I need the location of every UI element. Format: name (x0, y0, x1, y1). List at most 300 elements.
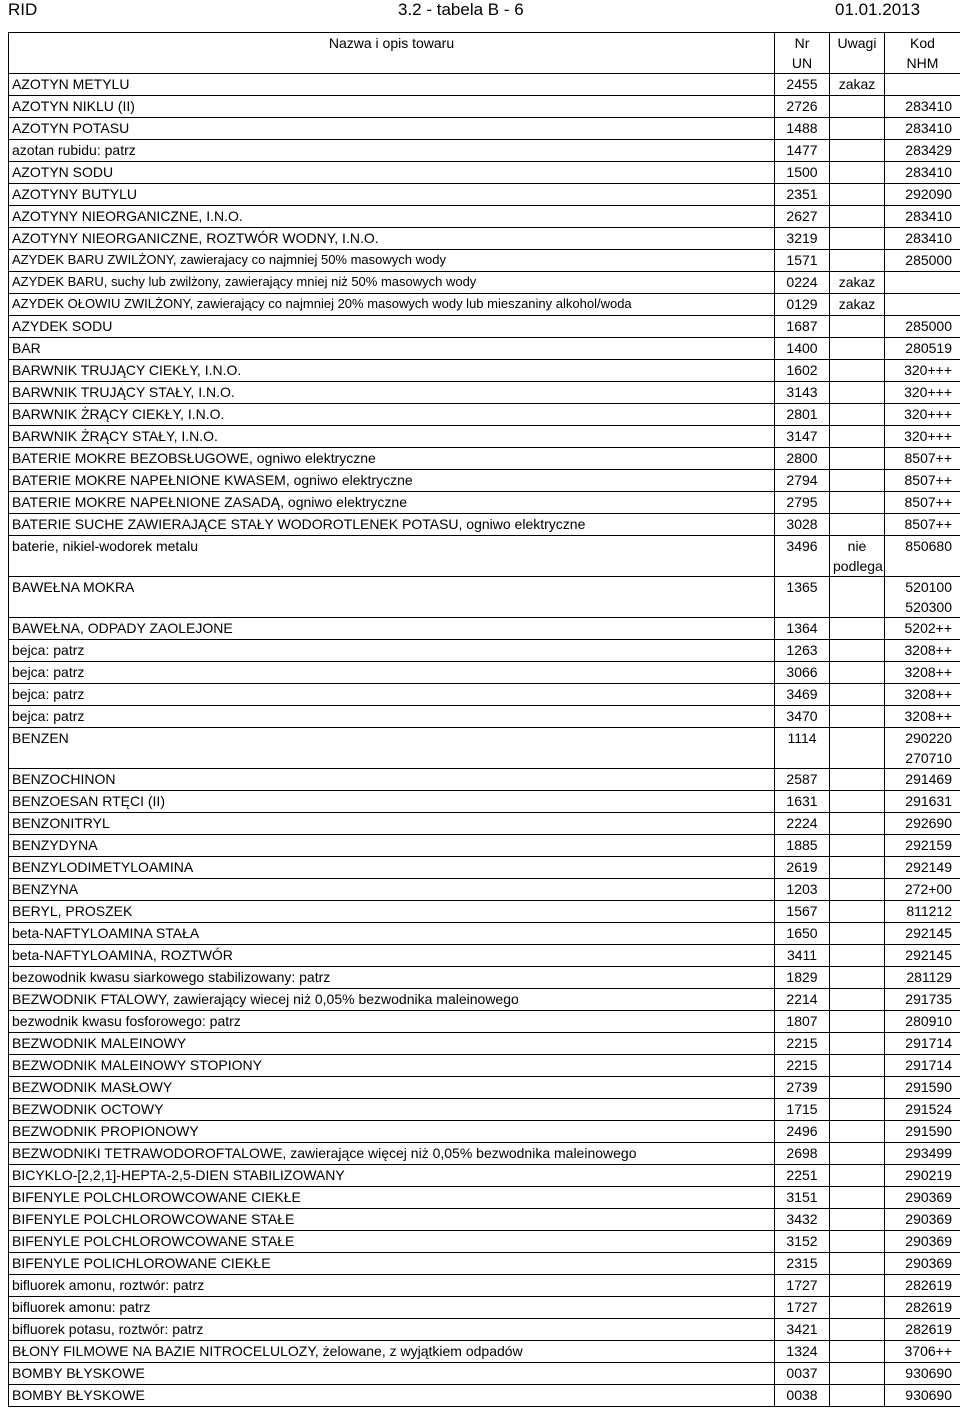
cell-nr: 3147 (775, 426, 830, 448)
cell-nr: 3143 (775, 382, 830, 404)
table-row (9, 272, 960, 294)
cell-kod: 280519 (885, 338, 960, 360)
cell-name: AZYDEK BARU, suchy lub zwilżony, zawierający mniej niż 50% masowych wody (9, 272, 775, 294)
table-row (9, 448, 960, 470)
cell-kod: 291714 (885, 1033, 960, 1055)
cell-name: BENZOESAN RTĘCI (II) (9, 791, 775, 813)
cell-uwagi (830, 404, 885, 426)
cell-kod: 283429 (885, 140, 960, 162)
table-row (9, 1187, 960, 1209)
cell-uwagi (830, 1275, 885, 1297)
table-row (9, 989, 960, 1011)
cell-kod: 290219 (885, 1165, 960, 1187)
table-row (9, 250, 960, 272)
cell-nr: 2215 (775, 1055, 830, 1077)
cell-uwagi (830, 835, 885, 857)
cell-kod: 283410 (885, 96, 960, 118)
cell-name: azotan rubidu: patrz (9, 140, 775, 162)
cell-uwagi (830, 618, 885, 640)
cell-nr: 0129 (775, 294, 830, 316)
cell-kod: 3706++ (885, 1341, 960, 1363)
table-row (9, 228, 960, 250)
cell-uwagi (830, 1319, 885, 1341)
table-row (9, 1011, 960, 1033)
cell-nr: 1488 (775, 118, 830, 140)
cell-name: bezwodnik kwasu fosforowego: patrz (9, 1011, 775, 1033)
cell-name: BATERIE MOKRE NAPEŁNIONE ZASADĄ, ogniwo elektryczne (9, 492, 775, 514)
cell-name: BIFENYLE POLCHLOROWCOWANE STAŁE (9, 1209, 775, 1231)
cell-name: bejca: patrz (9, 640, 775, 662)
table-row (9, 470, 960, 492)
table-row (9, 382, 960, 404)
cell-kod (885, 272, 960, 294)
cell-nr: 2739 (775, 1077, 830, 1099)
cell-name: bejca: patrz (9, 706, 775, 728)
table-row (9, 728, 960, 769)
cell-kod: 280910 (885, 1011, 960, 1033)
cell-kod: 320+++ (885, 382, 960, 404)
cell-uwagi (830, 769, 885, 791)
cell-name: BEZWODNIKI TETRAWODOROFTALOWE, zawierające więcej niż 0,05% bezwodnika maleinowego (9, 1143, 775, 1165)
cell-nr: 2251 (775, 1165, 830, 1187)
table-row (9, 316, 960, 338)
cell-kod: 285000 (885, 250, 960, 272)
cell-name: BENZYNA (9, 879, 775, 901)
cell-kod: 283410 (885, 206, 960, 228)
table-row (9, 706, 960, 728)
cell-uwagi (830, 1033, 885, 1055)
cell-nr: 3470 (775, 706, 830, 728)
cell-kod: 291524 (885, 1099, 960, 1121)
cell-kod: 292690 (885, 813, 960, 835)
header-title: 3.2 - tabela B - 6 (398, 0, 524, 19)
cell-kod (885, 294, 960, 316)
cell-uwagi (830, 316, 885, 338)
cell-nr: 1602 (775, 360, 830, 382)
cell-uwagi (830, 448, 885, 470)
cell-name: BARWNIK ŻRĄCY STAŁY, I.N.O. (9, 426, 775, 448)
table-row (9, 1253, 960, 1275)
column-header-kod: Kod NHM (885, 33, 960, 74)
table-row (9, 640, 960, 662)
cell-kod: 290369 (885, 1231, 960, 1253)
cell-nr: 2587 (775, 769, 830, 791)
table-row (9, 835, 960, 857)
cell-nr: 3496 (775, 536, 830, 577)
cell-uwagi (830, 1165, 885, 1187)
cell-uwagi (830, 640, 885, 662)
cell-name: bifluorek amonu, roztwór: patrz (9, 1275, 775, 1297)
cell-uwagi (830, 382, 885, 404)
cell-uwagi (830, 901, 885, 923)
cell-uwagi (830, 118, 885, 140)
cell-nr: 0038 (775, 1385, 830, 1407)
cell-name: AZOTYNY NIEORGANICZNE, ROZTWÓR WODNY, I.N.O. (9, 228, 775, 250)
cell-nr: 1631 (775, 791, 830, 813)
cell-nr: 2794 (775, 470, 830, 492)
cell-nr: 1571 (775, 250, 830, 272)
cell-kod (885, 74, 960, 96)
cell-name: beta-NAFTYLOAMINA, ROZTWÓR (9, 945, 775, 967)
table-row (9, 662, 960, 684)
table-row (9, 426, 960, 448)
table-header-row (9, 33, 960, 74)
table-row (9, 162, 960, 184)
cell-kod: 930690 (885, 1385, 960, 1407)
cell-uwagi (830, 96, 885, 118)
cell-name: BOMBY BŁYSKOWE (9, 1385, 775, 1407)
cell-kod: 3208++ (885, 684, 960, 706)
table-row (9, 901, 960, 923)
table-row (9, 1099, 960, 1121)
cell-kod: 930690 (885, 1363, 960, 1385)
cell-kod: 290369 (885, 1187, 960, 1209)
cell-nr: 3469 (775, 684, 830, 706)
cell-name: AZOTYN METYLU (9, 74, 775, 96)
cell-kod: 285000 (885, 316, 960, 338)
cell-uwagi (830, 879, 885, 901)
cell-name: AZOTYN POTASU (9, 118, 775, 140)
table-row (9, 118, 960, 140)
cell-nr: 1500 (775, 162, 830, 184)
cell-name: BOMBY BŁYSKOWE (9, 1363, 775, 1385)
cell-nr: 3028 (775, 514, 830, 536)
cell-kod: 291469 (885, 769, 960, 791)
table-row (9, 1385, 960, 1407)
cell-kod: 320+++ (885, 404, 960, 426)
table-row (9, 96, 960, 118)
table-row (9, 294, 960, 316)
cell-kod: 290220 270710 (885, 728, 960, 769)
cell-kod: 8507++ (885, 514, 960, 536)
cell-name: BENZYDYNA (9, 835, 775, 857)
cell-name: AZOTYN SODU (9, 162, 775, 184)
cell-name: BIFENYLE POLICHLOROWANE CIEKŁE (9, 1253, 775, 1275)
cell-nr: 2351 (775, 184, 830, 206)
table-row (9, 618, 960, 640)
cell-uwagi (830, 1121, 885, 1143)
cell-uwagi (830, 706, 885, 728)
cell-nr: 2800 (775, 448, 830, 470)
cell-uwagi: nie podlega (830, 536, 885, 577)
cell-kod: 272+00 (885, 879, 960, 901)
cell-uwagi (830, 162, 885, 184)
cell-name: AZOTYNY NIEORGANICZNE, I.N.O. (9, 206, 775, 228)
cell-kod: 291590 (885, 1121, 960, 1143)
cell-name: BEZWODNIK FTALOWY, zawierający wiecej niż 0,05% bezwodnika maleinowego (9, 989, 775, 1011)
cell-name: BŁONY FILMOWE NA BAZIE NITROCELULOZY, żelowane, z wyjątkiem odpadów (9, 1341, 775, 1363)
cell-uwagi (830, 1209, 885, 1231)
cell-uwagi (830, 813, 885, 835)
cell-name: BARWNIK TRUJĄCY CIEKŁY, I.N.O. (9, 360, 775, 382)
table-row (9, 184, 960, 206)
cell-uwagi: zakaz (830, 272, 885, 294)
cell-kod: 292145 (885, 923, 960, 945)
cell-kod: 8507++ (885, 448, 960, 470)
cell-uwagi (830, 662, 885, 684)
cell-nr: 3219 (775, 228, 830, 250)
cell-nr: 1203 (775, 879, 830, 901)
cell-kod: 3208++ (885, 662, 960, 684)
cell-nr: 2224 (775, 813, 830, 835)
cell-nr: 1400 (775, 338, 830, 360)
cell-nr: 2214 (775, 989, 830, 1011)
cell-kod: 291714 (885, 1055, 960, 1077)
cell-name: AZYDEK SODU (9, 316, 775, 338)
cell-nr: 1807 (775, 1011, 830, 1033)
cell-uwagi (830, 470, 885, 492)
cell-nr: 1829 (775, 967, 830, 989)
cell-kod: 281129 (885, 967, 960, 989)
cell-uwagi (830, 1011, 885, 1033)
table-row (9, 577, 960, 618)
cell-uwagi (830, 1143, 885, 1165)
cell-name: BARWNIK ŻRĄCY CIEKŁY, I.N.O. (9, 404, 775, 426)
cell-nr: 1885 (775, 835, 830, 857)
cell-uwagi (830, 945, 885, 967)
cell-name: BATERIE MOKRE BEZOBSŁUGOWE, ogniwo elektryczne (9, 448, 775, 470)
cell-nr: 2726 (775, 96, 830, 118)
cell-kod: 283410 (885, 118, 960, 140)
table-row (9, 360, 960, 382)
cell-uwagi (830, 228, 885, 250)
cell-name: bifluorek potasu, roztwór: patrz (9, 1319, 775, 1341)
cell-kod: 291590 (885, 1077, 960, 1099)
column-header-uwagi: Uwagi (830, 33, 885, 74)
cell-uwagi (830, 1099, 885, 1121)
table-row (9, 140, 960, 162)
cell-uwagi (830, 791, 885, 813)
table-row (9, 1341, 960, 1363)
cell-uwagi (830, 684, 885, 706)
table-row (9, 1319, 960, 1341)
table-row (9, 1275, 960, 1297)
cell-nr: 0224 (775, 272, 830, 294)
cell-uwagi (830, 923, 885, 945)
cell-nr: 2627 (775, 206, 830, 228)
table-row (9, 791, 960, 813)
cell-name: bezowodnik kwasu siarkowego stabilizowany: patrz (9, 967, 775, 989)
cell-name: BIFENYLE POLCHLOROWCOWANE STAŁE (9, 1231, 775, 1253)
cell-uwagi (830, 360, 885, 382)
cell-kod: 8507++ (885, 470, 960, 492)
cell-uwagi (830, 1363, 885, 1385)
table-row (9, 1121, 960, 1143)
cell-nr: 0037 (775, 1363, 830, 1385)
cell-uwagi (830, 1187, 885, 1209)
cell-kod: 292149 (885, 857, 960, 879)
cell-uwagi (830, 1297, 885, 1319)
table-row (9, 536, 960, 577)
cell-nr: 3151 (775, 1187, 830, 1209)
cell-kod: 282619 (885, 1319, 960, 1341)
cell-kod: 320+++ (885, 360, 960, 382)
cell-name: BAR (9, 338, 775, 360)
cell-uwagi (830, 728, 885, 769)
cell-name: AZYDEK OŁOWIU ZWILŻONY, zawierający co najmniej 20% masowych wody lub mieszaniny alkohol/woda (9, 294, 775, 316)
column-header-name: Nazwa i opis towaru (9, 33, 775, 74)
cell-nr: 1727 (775, 1275, 830, 1297)
column-header-nr: Nr UN (775, 33, 830, 74)
table-row (9, 74, 960, 96)
cell-uwagi (830, 1077, 885, 1099)
cell-nr: 2215 (775, 1033, 830, 1055)
cell-name: bifluorek amonu: patrz (9, 1297, 775, 1319)
cell-nr: 1567 (775, 901, 830, 923)
cell-uwagi (830, 184, 885, 206)
cell-nr: 2795 (775, 492, 830, 514)
cell-name: BEZWODNIK MALEINOWY STOPIONY (9, 1055, 775, 1077)
cell-nr: 3421 (775, 1319, 830, 1341)
cell-name: BENZEN (9, 728, 775, 769)
cell-name: BAWEŁNA MOKRA (9, 577, 775, 618)
cell-nr: 1727 (775, 1297, 830, 1319)
cell-uwagi (830, 140, 885, 162)
cell-kod: 811212 (885, 901, 960, 923)
table-row (9, 404, 960, 426)
cell-name: AZOTYNY BUTYLU (9, 184, 775, 206)
cell-nr: 2496 (775, 1121, 830, 1143)
cell-name: BENZOCHINON (9, 769, 775, 791)
cell-nr: 1715 (775, 1099, 830, 1121)
cell-name: BENZYLODIMETYLOAMINA (9, 857, 775, 879)
cell-name: beta-NAFTYLOAMINA STAŁA (9, 923, 775, 945)
table-row (9, 1055, 960, 1077)
cell-kod: 320+++ (885, 426, 960, 448)
table-row (9, 1077, 960, 1099)
cell-nr: 3152 (775, 1231, 830, 1253)
cell-kod: 291631 (885, 791, 960, 813)
table-row (9, 857, 960, 879)
cell-nr: 1114 (775, 728, 830, 769)
cell-name: BEZWODNIK MALEINOWY (9, 1033, 775, 1055)
table-row (9, 1363, 960, 1385)
table-row (9, 1209, 960, 1231)
table-row (9, 923, 960, 945)
cell-name: BARWNIK TRUJĄCY STAŁY, I.N.O. (9, 382, 775, 404)
cell-nr: 1650 (775, 923, 830, 945)
cell-uwagi (830, 857, 885, 879)
cell-nr: 1687 (775, 316, 830, 338)
cell-uwagi (830, 577, 885, 618)
cell-name: BATERIE MOKRE NAPEŁNIONE KWASEM, ogniwo elektryczne (9, 470, 775, 492)
cell-kod: 282619 (885, 1297, 960, 1319)
cell-name: BERYL, PROSZEK (9, 901, 775, 923)
table-row (9, 1165, 960, 1187)
cell-uwagi (830, 967, 885, 989)
table-row (9, 514, 960, 536)
cell-kod: 292159 (885, 835, 960, 857)
cell-name: BEZWODNIK OCTOWY (9, 1099, 775, 1121)
table-row (9, 1033, 960, 1055)
cell-kod: 3208++ (885, 706, 960, 728)
cell-name: AZOTYN NIKLU (II) (9, 96, 775, 118)
table-row (9, 684, 960, 706)
cell-uwagi (830, 1055, 885, 1077)
cell-uwagi (830, 1341, 885, 1363)
cell-nr: 1477 (775, 140, 830, 162)
cell-kod: 282619 (885, 1275, 960, 1297)
cell-nr: 2619 (775, 857, 830, 879)
cell-kod: 283410 (885, 162, 960, 184)
cell-name: BENZONITRYL (9, 813, 775, 835)
cell-name: BATERIE SUCHE ZAWIERAJĄCE STAŁY WODOROTLENEK POTASU, ogniwo elektryczne (9, 514, 775, 536)
cell-name: BEZWODNIK MASŁOWY (9, 1077, 775, 1099)
table-row (9, 1297, 960, 1319)
cell-nr: 1364 (775, 618, 830, 640)
cell-kod: 290369 (885, 1209, 960, 1231)
table-row (9, 338, 960, 360)
cell-nr: 2455 (775, 74, 830, 96)
cell-uwagi (830, 989, 885, 1011)
table-row (9, 1143, 960, 1165)
cell-uwagi (830, 492, 885, 514)
cell-nr: 2801 (775, 404, 830, 426)
cell-uwagi (830, 206, 885, 228)
cell-kod: 292090 (885, 184, 960, 206)
cell-nr: 3411 (775, 945, 830, 967)
cell-kod: 293499 (885, 1143, 960, 1165)
table-row (9, 1231, 960, 1253)
cell-name: BICYKLO-[2,2,1]-HEPTA-2,5-DIEN STABILIZOWANY (9, 1165, 775, 1187)
cell-uwagi (830, 1231, 885, 1253)
cell-nr: 2698 (775, 1143, 830, 1165)
table-row (9, 769, 960, 791)
goods-table (8, 32, 960, 1407)
cell-nr: 1263 (775, 640, 830, 662)
cell-nr: 3066 (775, 662, 830, 684)
cell-kod: 290369 (885, 1253, 960, 1275)
cell-kod: 5202++ (885, 618, 960, 640)
cell-uwagi: zakaz (830, 74, 885, 96)
cell-nr: 1365 (775, 577, 830, 618)
cell-nr: 3432 (775, 1209, 830, 1231)
page-header (0, 0, 960, 24)
cell-name: baterie, nikiel-wodorek metalu (9, 536, 775, 577)
cell-uwagi (830, 1253, 885, 1275)
cell-name: BAWEŁNA, ODPADY ZAOLEJONE (9, 618, 775, 640)
table-row (9, 879, 960, 901)
cell-name: BEZWODNIK PROPIONOWY (9, 1121, 775, 1143)
cell-nr: 1324 (775, 1341, 830, 1363)
cell-uwagi (830, 426, 885, 448)
cell-name: AZYDEK BARU ZWILŻONY, zawierajacy co najmniej 50% masowych wody (9, 250, 775, 272)
cell-uwagi (830, 1385, 885, 1407)
cell-kod: 292145 (885, 945, 960, 967)
table-row (9, 492, 960, 514)
cell-uwagi (830, 514, 885, 536)
cell-name: bejca: patrz (9, 662, 775, 684)
cell-name: bejca: patrz (9, 684, 775, 706)
header-left: RID (8, 0, 38, 19)
cell-kod: 283410 (885, 228, 960, 250)
cell-nr: 2315 (775, 1253, 830, 1275)
table-row (9, 945, 960, 967)
table-row (9, 206, 960, 228)
table-row (9, 813, 960, 835)
cell-kod: 291735 (885, 989, 960, 1011)
cell-kod: 3208++ (885, 640, 960, 662)
cell-kod: 8507++ (885, 492, 960, 514)
cell-uwagi: zakaz (830, 294, 885, 316)
cell-uwagi (830, 250, 885, 272)
cell-kod: 520100 520300 (885, 577, 960, 618)
table-row (9, 967, 960, 989)
cell-uwagi (830, 338, 885, 360)
header-date: 01.01.2013 (835, 0, 921, 19)
cell-name: BIFENYLE POLCHLOROWCOWANE CIEKŁE (9, 1187, 775, 1209)
cell-kod: 850680 (885, 536, 960, 577)
